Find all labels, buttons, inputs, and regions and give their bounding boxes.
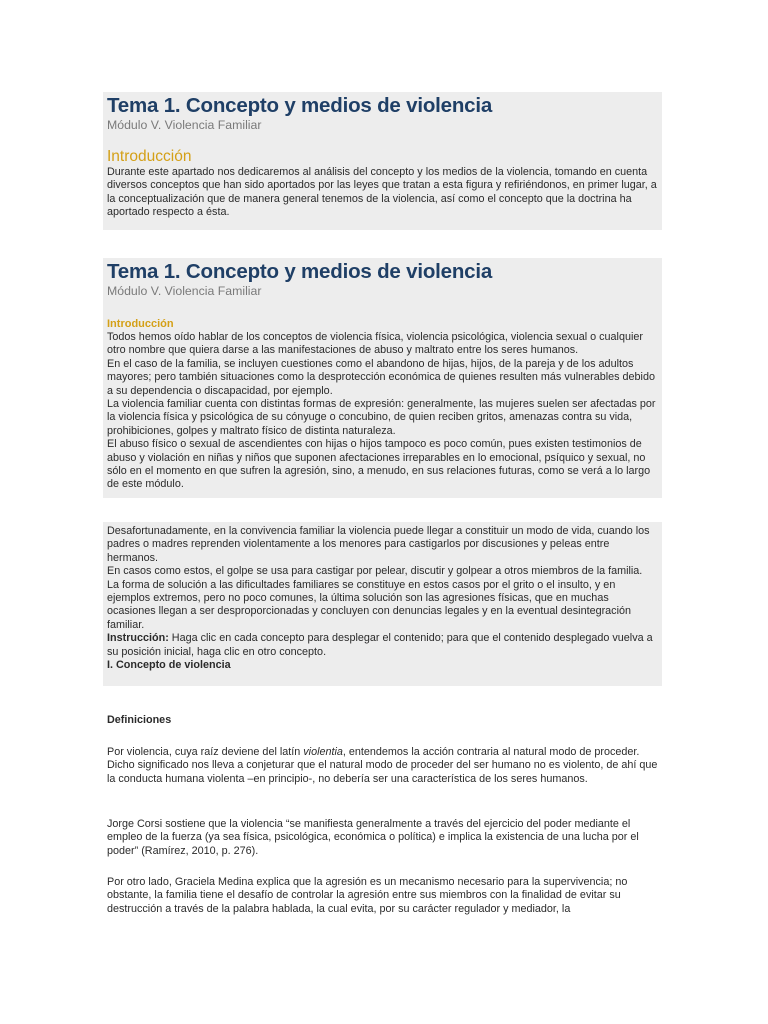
text: , entendemos la acción contraria al natural modo de proceder. Dicho significado nos lleva a conjeturar que el natural modo de proceder del ser humano no es violento, de ahí que la conducta humana violenta –en principio-, no debería ser una característica de los seres humanos.: [107, 746, 658, 785]
section-block-2: [103, 258, 662, 498]
text: Por violencia, cuya raíz deviene del latín: [107, 746, 304, 758]
intro-heading: Introducción: [107, 148, 192, 165]
paragraph: En el caso de la familia, se incluyen cuestiones como el abandono de hijas, hijos, de la pareja y de los adultos mayores; pero también situaciones como la desprotección económica de quienes resulten más vulnerables debido a su dependencia o discapacidad, por ejemplo.: [107, 357, 655, 397]
latin-term: violentia: [303, 746, 343, 758]
paragraph: Desafortunadamente, en la convivencia familiar la violencia puede llegar a constituir un modo de vida, cuando los padres o madres reprenden violentamente a los menores para castigarlos por discusiones y peleas entre hermanos.: [107, 525, 650, 564]
intro-paragraph: Durante este apartado nos dedicaremos al análisis del concepto y los medios de la violencia, tomando en cuenta diversos conceptos que han sido aportados por las leyes que tratan a esta figura y refiriéndonos, en primer lugar, a la conceptualización que de manera general tenemos de la violencia, así como el concepto que la doctrina ha aportado respecto a ésta.: [107, 166, 657, 219]
module-subtitle: Módulo V. Violencia Familiar: [107, 118, 262, 132]
definition-paragraph-3: Por otro lado, Graciela Medina explica que la agresión es un mecanismo necesario para la supervivencia; no obstante, la familia tiene el desafío de controlar la agresión entre sus miembros con la finalidad de evitar su destrucción a través de la palabra hablada, la cual evita, por su carácter regulador y mediador, la: [107, 876, 628, 915]
concept-toggle-violencia[interactable]: I. Concepto de violencia: [107, 659, 231, 672]
paragraph: La forma de solución a las dificultades familiares se constituye en estos casos por el grito o el insulto, y en ejemplos extremos, pero no poco comunes, la última solución son las agresiones físicas, que en muchas ocasiones llegan a ser desproporcionadas y concluyen con denuncias legales y en la eventual desintegración familiar.: [107, 578, 631, 631]
section-block-3: [103, 522, 662, 686]
module-subtitle: Módulo V. Violencia Familiar: [107, 284, 262, 298]
instruction-label: Instrucción:: [107, 632, 169, 645]
section-block-1: [103, 92, 662, 230]
instruction-text: Haga clic en cada concepto para desplegar el contenido; para que el contenido desplegado vuelva a su posición inicial, haga clic en otro concepto.: [107, 632, 653, 658]
definitions-heading: Definiciones: [107, 714, 172, 726]
paragraph: La violencia familiar cuenta con distintas formas de expresión: generalmente, las mujeres suelen ser afectadas por la violencia física y psicológica de su cónyuge o concubino, de quien reciben gritos, amenazas contra su vida, prohibiciones, golpes y maltrato físico de distinta naturaleza.: [107, 398, 656, 437]
paragraph: El abuso físico o sexual de ascendientes con hijas o hijos tampoco es poco común, pues existen testimonios de abuso y violación en niñas y niños que suponen afectaciones irreparables en lo emocional, psíquico y sexual, no sólo en el momento en que sufren la agresión, sino, a menudo, en sus relaciones futuras, como se verá a lo largo de este módulo.: [107, 438, 651, 491]
definition-paragraph-1: [107, 746, 662, 786]
page-title: Tema 1. Concepto y medios de violencia: [107, 260, 493, 283]
paragraph: En casos como estos, el golpe se usa para castigar por pelear, discutir y golpear a otros miembros de la familia.: [107, 565, 643, 578]
page-title: Tema 1. Concepto y medios de violencia: [107, 94, 493, 117]
definition-paragraph-2: Jorge Corsi sostiene que la violencia “se manifiesta generalmente a través del ejercicio del poder mediante el empleo de la fuerza (ya sea física, psicológica, económica o política) e implica la existencia de una lucha por el poder” (Ramírez, 2010, p. 276).: [107, 818, 639, 857]
instruction: [107, 632, 658, 659]
paragraph: Todos hemos oído hablar de los conceptos de violencia física, violencia psicológica, violencia sexual o cualquier otro nombre que quiera darse a las manifestaciones de abuso y maltrato entre los seres humanos.: [107, 331, 643, 357]
intro-heading: Introducción: [107, 318, 174, 330]
